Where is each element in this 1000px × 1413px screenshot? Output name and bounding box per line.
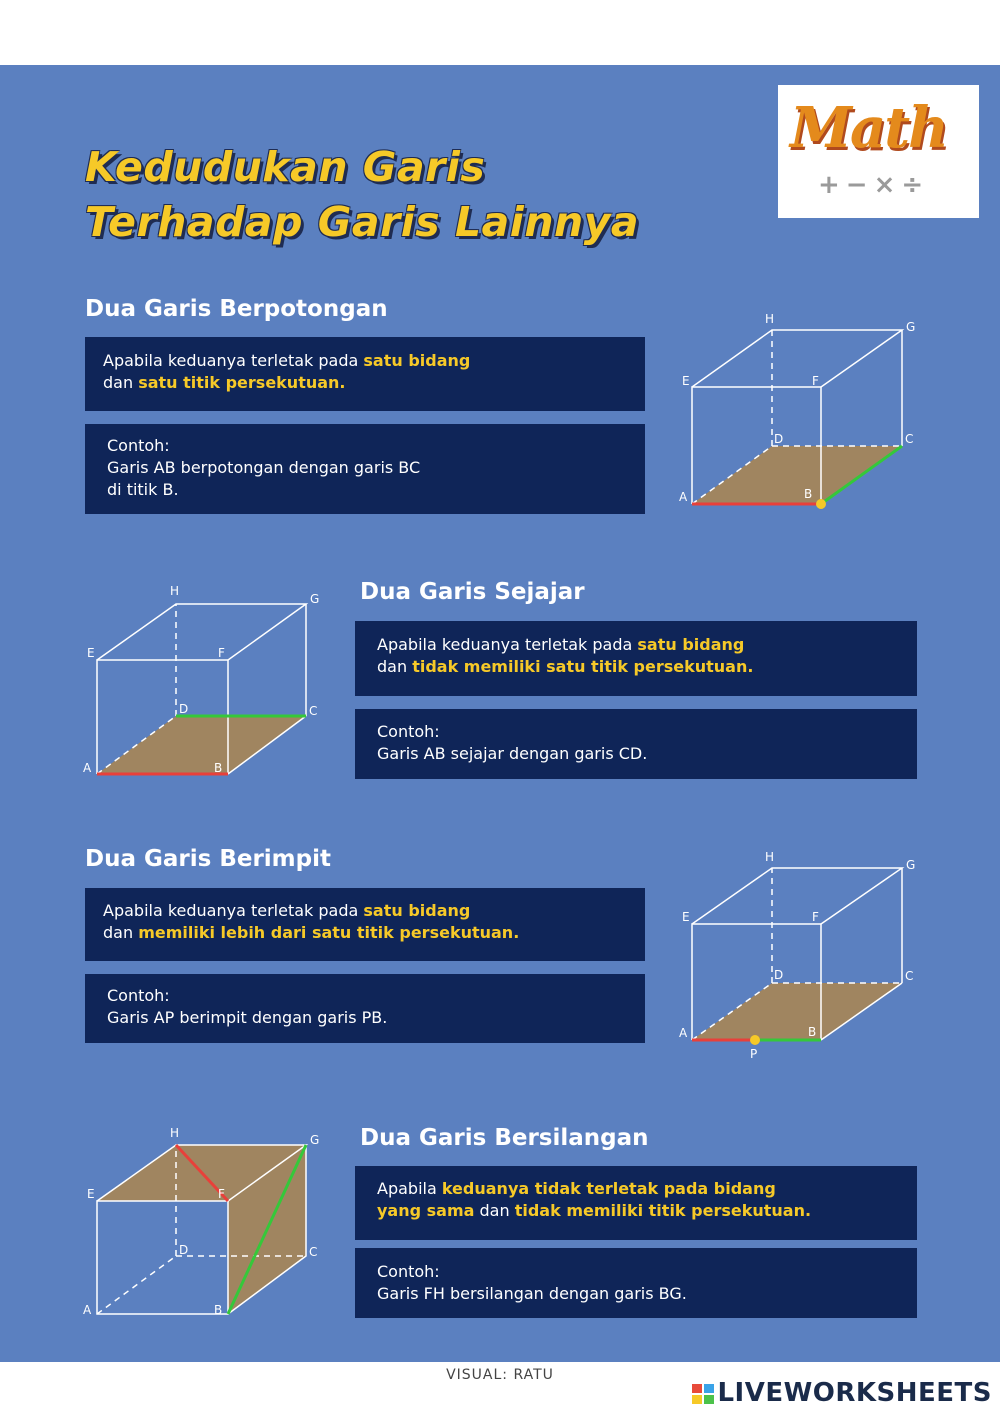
- section-title-berimpit: Dua Garis Berimpit: [85, 846, 331, 872]
- vertex-d: D: [179, 1243, 189, 1257]
- vertex-f: F: [218, 646, 225, 660]
- definition-box-berimpit: Apabila keduanya terletak pada satu bidang dan memiliki lebih dari satu titik persekutuan.: [85, 888, 645, 961]
- top-face: [692, 868, 902, 924]
- point-p-marker: [750, 1035, 760, 1045]
- visual-credit: VISUAL: RATU: [446, 1367, 554, 1383]
- vertex-g: G: [906, 858, 916, 872]
- math-logo-word: Math: [790, 95, 947, 161]
- vertex-g: G: [906, 320, 916, 334]
- vertex-e: E: [87, 1187, 95, 1201]
- vertex-a: A: [83, 761, 92, 775]
- page-title: [85, 140, 639, 250]
- title-line-1: Kedudukan Garis: [85, 143, 486, 191]
- vertex-d: D: [179, 702, 189, 716]
- vertex-h: H: [170, 584, 180, 598]
- vertex-p: P: [750, 1047, 758, 1061]
- vertex-b: B: [214, 1303, 223, 1317]
- top-face: [97, 604, 306, 660]
- cube-diagram-berpotongan: [670, 305, 930, 520]
- vertex-c: C: [309, 704, 318, 718]
- section-title-bersilangan: Dua Garis Bersilangan: [360, 1125, 649, 1151]
- front-face: [97, 1201, 228, 1314]
- vertex-b: B: [214, 761, 223, 775]
- vertex-a: A: [83, 1303, 92, 1317]
- vertex-h: H: [765, 312, 775, 326]
- base-plane: [692, 983, 902, 1040]
- cube-diagram-bersilangan: [80, 1123, 340, 1328]
- vertex-d: D: [774, 432, 784, 446]
- cube-diagram-sejajar: [80, 578, 340, 783]
- vertex-c: C: [905, 432, 914, 446]
- vertex-e: E: [682, 910, 690, 924]
- example-box-bersilangan: Contoh: Garis FH bersilangan dengan garis BG.: [355, 1248, 917, 1318]
- section-title-sejajar: Dua Garis Sejajar: [360, 579, 585, 605]
- point-b-marker: [816, 499, 826, 509]
- vertex-d: D: [774, 968, 784, 982]
- example-box-berimpit: Contoh: Garis AP berimpit dengan garis PB.: [85, 974, 645, 1043]
- base-plane: [692, 446, 902, 504]
- title-line-2: Terhadap Garis Lainnya: [85, 198, 640, 246]
- vertex-e: E: [682, 374, 690, 388]
- vertex-a: A: [679, 490, 688, 504]
- liveworksheets-text: LIVEWORKSHEETS: [717, 1378, 992, 1408]
- vertex-g: G: [310, 592, 320, 606]
- liveworksheets-brand[interactable]: [692, 1378, 992, 1408]
- edge-ad: [97, 1256, 176, 1314]
- vertex-f: F: [812, 374, 819, 388]
- definition-box-sejajar: Apabila keduanya terletak pada satu bidang dan tidak memiliki satu titik persekutuan.: [355, 621, 917, 696]
- section-title-berpotongan: Dua Garis Berpotongan: [85, 296, 388, 322]
- definition-box-berpotongan: Apabila keduanya terletak pada satu bidang dan satu titik persekutuan.: [85, 337, 645, 411]
- liveworksheets-logo-icon: [692, 1384, 714, 1404]
- vertex-b: B: [808, 1025, 817, 1039]
- example-box-berpotongan: Contoh: Garis AB berpotongan dengan garis BC di titik B.: [85, 424, 645, 514]
- vertex-h: H: [170, 1126, 180, 1140]
- example-box-sejajar: Contoh: Garis AB sejajar dengan garis CD.: [355, 709, 917, 779]
- vertex-f: F: [812, 910, 819, 924]
- cube-diagram-berimpit: [670, 843, 930, 1065]
- vertex-g: G: [310, 1133, 320, 1147]
- vertex-e: E: [87, 646, 95, 660]
- vertex-c: C: [905, 969, 914, 983]
- base-plane: [97, 716, 306, 774]
- vertex-a: A: [679, 1026, 688, 1040]
- vertex-c: C: [309, 1245, 318, 1259]
- definition-box-bersilangan: Apabila keduanya tidak terletak pada bidang yang sama dan tidak memiliki titik persekutuan.: [355, 1166, 917, 1240]
- vertex-b: B: [804, 487, 813, 501]
- math-logo-operators: +−×÷: [818, 170, 930, 200]
- top-face: [692, 330, 902, 387]
- vertex-f: F: [218, 1187, 225, 1201]
- math-logo: [778, 85, 979, 218]
- vertex-h: H: [765, 850, 775, 864]
